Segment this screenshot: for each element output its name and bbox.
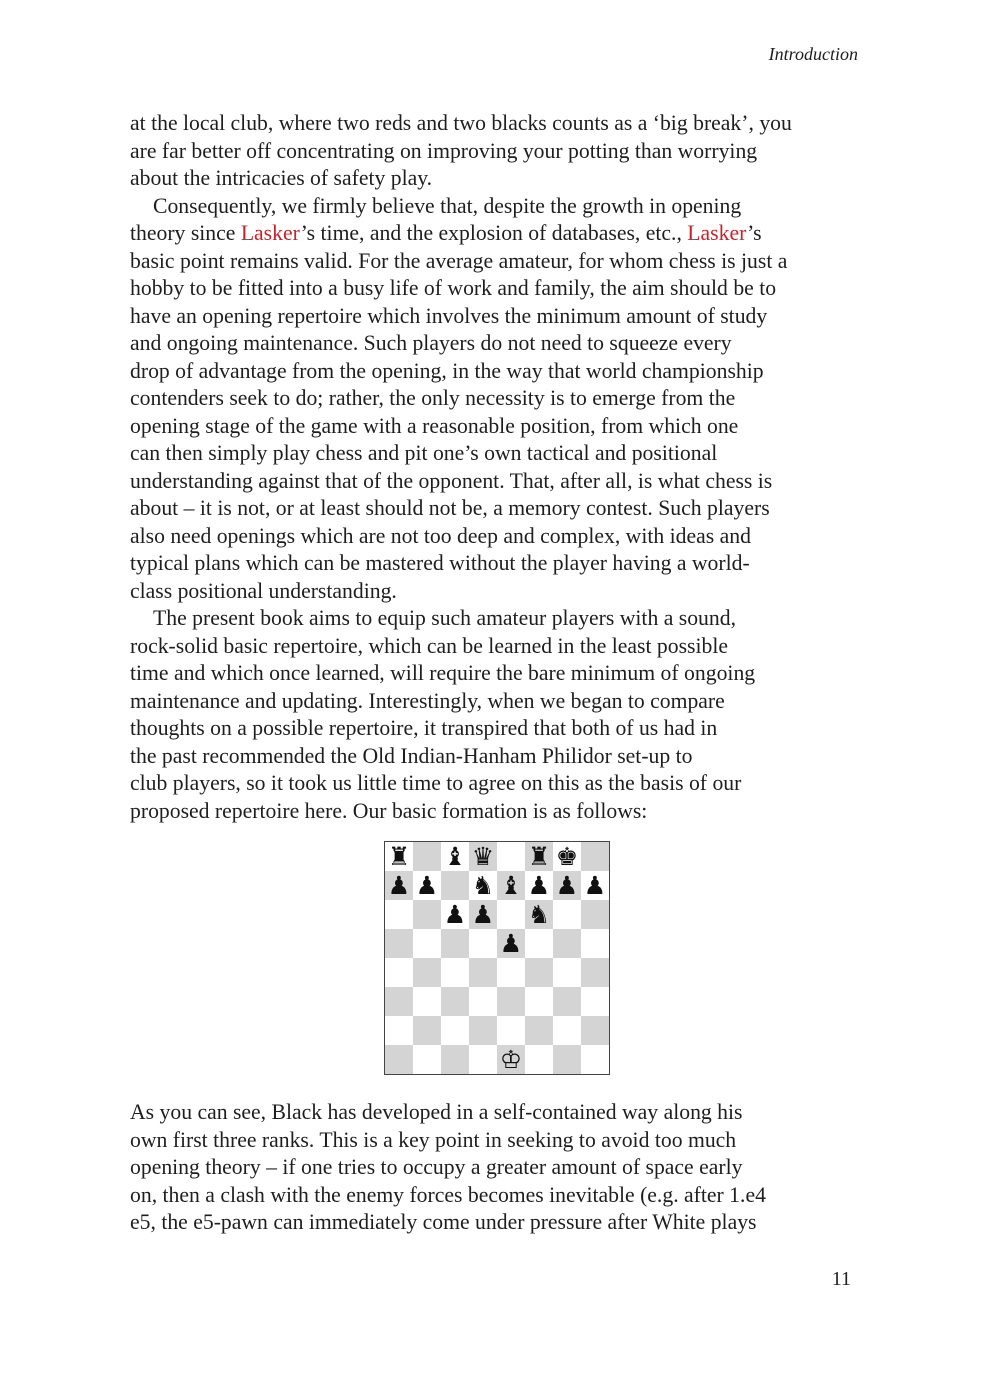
text-segment: opening theory – if one tries to occupy a greater amount of space early bbox=[130, 1155, 743, 1179]
text-segment: about the intricacies of safety play. bbox=[130, 166, 433, 190]
board-square bbox=[385, 842, 413, 871]
text-line bbox=[130, 550, 875, 578]
board-square bbox=[441, 1045, 469, 1074]
text-line bbox=[130, 275, 875, 303]
text-line bbox=[130, 578, 875, 606]
board-square bbox=[581, 842, 609, 871]
chess-piece-icon: ♟ bbox=[471, 900, 495, 929]
text-line bbox=[130, 743, 875, 771]
text-line bbox=[130, 1099, 875, 1127]
text-segment: basic point remains valid. For the average amateur, for whom chess is just a bbox=[130, 248, 788, 273]
board-square bbox=[469, 987, 497, 1016]
text-segment: Consequently, we firmly believe that, despite the growth in opening bbox=[153, 193, 742, 218]
board-square bbox=[469, 1016, 497, 1045]
text-line bbox=[130, 688, 875, 716]
board-square bbox=[525, 929, 553, 958]
board-square bbox=[553, 958, 581, 987]
chess-piece-icon: ♟ bbox=[387, 871, 411, 900]
text-segment: drop of advantage from the opening, in the way that world championship bbox=[130, 358, 764, 383]
board-square bbox=[497, 958, 525, 987]
chess-piece-icon: ♛ bbox=[471, 842, 495, 871]
board-square bbox=[553, 987, 581, 1016]
chess-piece-icon: ♟ bbox=[555, 871, 579, 900]
text-line bbox=[130, 1182, 875, 1210]
board-square bbox=[469, 871, 497, 900]
text-segment: also need openings which are not too deep and complex, with ideas and bbox=[130, 523, 751, 548]
chess-piece-icon: ♚ bbox=[555, 842, 579, 871]
text-segment: on, then a clash with the enemy forces becomes inevitable (e.g. after 1.e4 bbox=[130, 1182, 766, 1207]
text-segment: proposed repertoire here. Our basic formation is as follows: bbox=[130, 798, 648, 823]
board-square bbox=[385, 958, 413, 987]
board-square bbox=[525, 900, 553, 929]
text-segment: ’s time, and the explosion of databases, etc., bbox=[300, 221, 688, 245]
board-square bbox=[441, 987, 469, 1016]
text-segment: The present book aims to equip such amateur players with a sound, bbox=[153, 606, 737, 630]
text-segment: have an opening repertoire which involves the minimum amount of study bbox=[130, 303, 768, 328]
board-square bbox=[525, 1016, 553, 1045]
text-line bbox=[130, 330, 875, 358]
chess-piece-icon: ♟ bbox=[443, 900, 467, 929]
board-square bbox=[581, 987, 609, 1016]
text-segment: understanding against that of the opponent. That, after all, is what chess is bbox=[130, 468, 773, 493]
chess-piece-icon: ♟ bbox=[499, 929, 523, 958]
board-square bbox=[385, 929, 413, 958]
text-segment: e5, the e5-pawn can immediately come under pressure after White plays bbox=[130, 1210, 757, 1234]
text-line bbox=[130, 495, 875, 523]
chess-piece-icon: ♟ bbox=[583, 871, 607, 900]
board-square bbox=[469, 842, 497, 871]
text-line bbox=[130, 220, 875, 248]
board-square bbox=[525, 987, 553, 1016]
board-square bbox=[497, 842, 525, 871]
text-line bbox=[130, 770, 875, 798]
name-link-lasker: Lasker bbox=[240, 221, 301, 245]
board-square bbox=[441, 842, 469, 871]
text-segment: contenders seek to do; rather, the only necessity is to emerge from the bbox=[130, 386, 736, 410]
board-square bbox=[581, 900, 609, 929]
text-line bbox=[130, 523, 875, 551]
text-segment: and ongoing maintenance. Such players do not need to squeeze every bbox=[130, 331, 732, 355]
text-segment: class positional understanding. bbox=[130, 578, 397, 603]
board-square bbox=[525, 871, 553, 900]
board-square bbox=[469, 1045, 497, 1074]
text-segment: about – it is not, or at least should not be, a memory contest. Such players bbox=[130, 496, 770, 520]
board-square bbox=[581, 1016, 609, 1045]
board-square bbox=[469, 929, 497, 958]
text-line bbox=[130, 248, 875, 276]
chess-piece-icon: ♜ bbox=[387, 842, 411, 871]
page-number: 11 bbox=[831, 1268, 851, 1290]
text-line bbox=[130, 385, 875, 413]
text-segment: theory since bbox=[130, 221, 241, 245]
text-segment: time and which once learned, will require the bare minimum of ongoing bbox=[130, 661, 756, 685]
board-square bbox=[497, 929, 525, 958]
text-line bbox=[130, 413, 875, 441]
board-square bbox=[441, 929, 469, 958]
text-line bbox=[130, 660, 875, 688]
text-line bbox=[130, 303, 875, 331]
board-square bbox=[413, 1045, 441, 1074]
text-segment: opening stage of the game with a reasonable position, from which one bbox=[130, 413, 739, 438]
board-square bbox=[413, 987, 441, 1016]
text-segment: maintenance and updating. Interestingly, when we began to compare bbox=[130, 688, 725, 713]
board-square bbox=[469, 900, 497, 929]
board-square bbox=[553, 1016, 581, 1045]
text-line bbox=[130, 358, 875, 386]
text-segment: the past recommended the Old Indian-Hanham Philidor set-up to bbox=[130, 743, 693, 768]
chess-piece-icon: ♔ bbox=[499, 1045, 523, 1074]
body-text-top bbox=[130, 110, 875, 825]
board-square bbox=[413, 958, 441, 987]
board-square bbox=[441, 900, 469, 929]
chess-piece-icon: ♜ bbox=[527, 842, 551, 871]
board-square bbox=[553, 1045, 581, 1074]
chess-piece-icon: ♝ bbox=[499, 871, 523, 900]
text-segment: can then simply play chess and pit one’s own tactical and positional bbox=[130, 441, 718, 465]
text-segment: thoughts on a possible repertoire, it transpired that both of us had in bbox=[130, 716, 718, 740]
body-text-bottom bbox=[130, 1099, 875, 1237]
chess-diagram bbox=[384, 841, 610, 1075]
board-square bbox=[553, 929, 581, 958]
chess-piece-icon: ♝ bbox=[443, 842, 467, 871]
text-line bbox=[130, 1209, 875, 1237]
text-line bbox=[130, 110, 875, 138]
text-line bbox=[130, 165, 875, 193]
board-square bbox=[553, 842, 581, 871]
text-line bbox=[130, 605, 875, 633]
board-square bbox=[497, 987, 525, 1016]
text-line bbox=[130, 468, 875, 496]
board-square bbox=[525, 958, 553, 987]
board-square bbox=[385, 1016, 413, 1045]
board-square bbox=[553, 871, 581, 900]
board-square bbox=[525, 842, 553, 871]
board-square bbox=[441, 871, 469, 900]
text-segment: rock-solid basic repertoire, which can be learned in the least possible bbox=[130, 633, 728, 658]
board-square bbox=[385, 900, 413, 929]
text-line bbox=[130, 193, 875, 221]
board-square bbox=[385, 1045, 413, 1074]
board-square bbox=[497, 1016, 525, 1045]
text-line bbox=[130, 1127, 875, 1155]
board-square bbox=[413, 1016, 441, 1045]
board-square bbox=[581, 958, 609, 987]
text-line bbox=[130, 138, 875, 166]
text-segment: are far better off concentrating on improving your potting than worrying bbox=[130, 138, 758, 163]
text-line bbox=[130, 633, 875, 661]
text-segment: at the local club, where two reds and two blacks counts as a ‘big break’, you bbox=[130, 111, 792, 135]
chess-piece-icon: ♟ bbox=[415, 871, 439, 900]
board-square bbox=[413, 929, 441, 958]
text-segment: hobby to be fitted into a busy life of work and family, the aim should be to bbox=[130, 276, 777, 300]
board-square bbox=[497, 900, 525, 929]
board-square bbox=[441, 958, 469, 987]
board-square bbox=[385, 987, 413, 1016]
text-line bbox=[130, 440, 875, 468]
text-segment: typical plans which can be mastered without the player having a world- bbox=[130, 551, 750, 575]
board-square bbox=[497, 1045, 525, 1074]
board-square bbox=[581, 871, 609, 900]
text-line bbox=[130, 798, 875, 826]
board-square bbox=[413, 900, 441, 929]
chess-piece-icon: ♞ bbox=[471, 871, 495, 900]
board-square bbox=[441, 1016, 469, 1045]
text-segment: ’s bbox=[747, 221, 762, 245]
text-segment: club players, so it took us little time to agree on this as the basis of our bbox=[130, 771, 742, 795]
board-square bbox=[525, 1045, 553, 1074]
text-segment: own first three ranks. This is a key point in seeking to avoid too much bbox=[130, 1127, 737, 1152]
text-segment: As you can see, Black has developed in a self-contained way along his bbox=[130, 1100, 743, 1124]
chess-piece-icon: ♟ bbox=[527, 871, 551, 900]
board-square bbox=[581, 1045, 609, 1074]
name-link-lasker: Lasker bbox=[687, 221, 748, 245]
board-square bbox=[413, 871, 441, 900]
text-line bbox=[130, 715, 875, 743]
board-square bbox=[497, 871, 525, 900]
chess-piece-icon: ♞ bbox=[527, 900, 551, 929]
running-title: Introduction bbox=[768, 44, 858, 64]
board-square bbox=[413, 842, 441, 871]
board-square bbox=[385, 871, 413, 900]
board-square bbox=[553, 900, 581, 929]
board-square bbox=[581, 929, 609, 958]
text-line bbox=[130, 1154, 875, 1182]
board-square bbox=[469, 958, 497, 987]
